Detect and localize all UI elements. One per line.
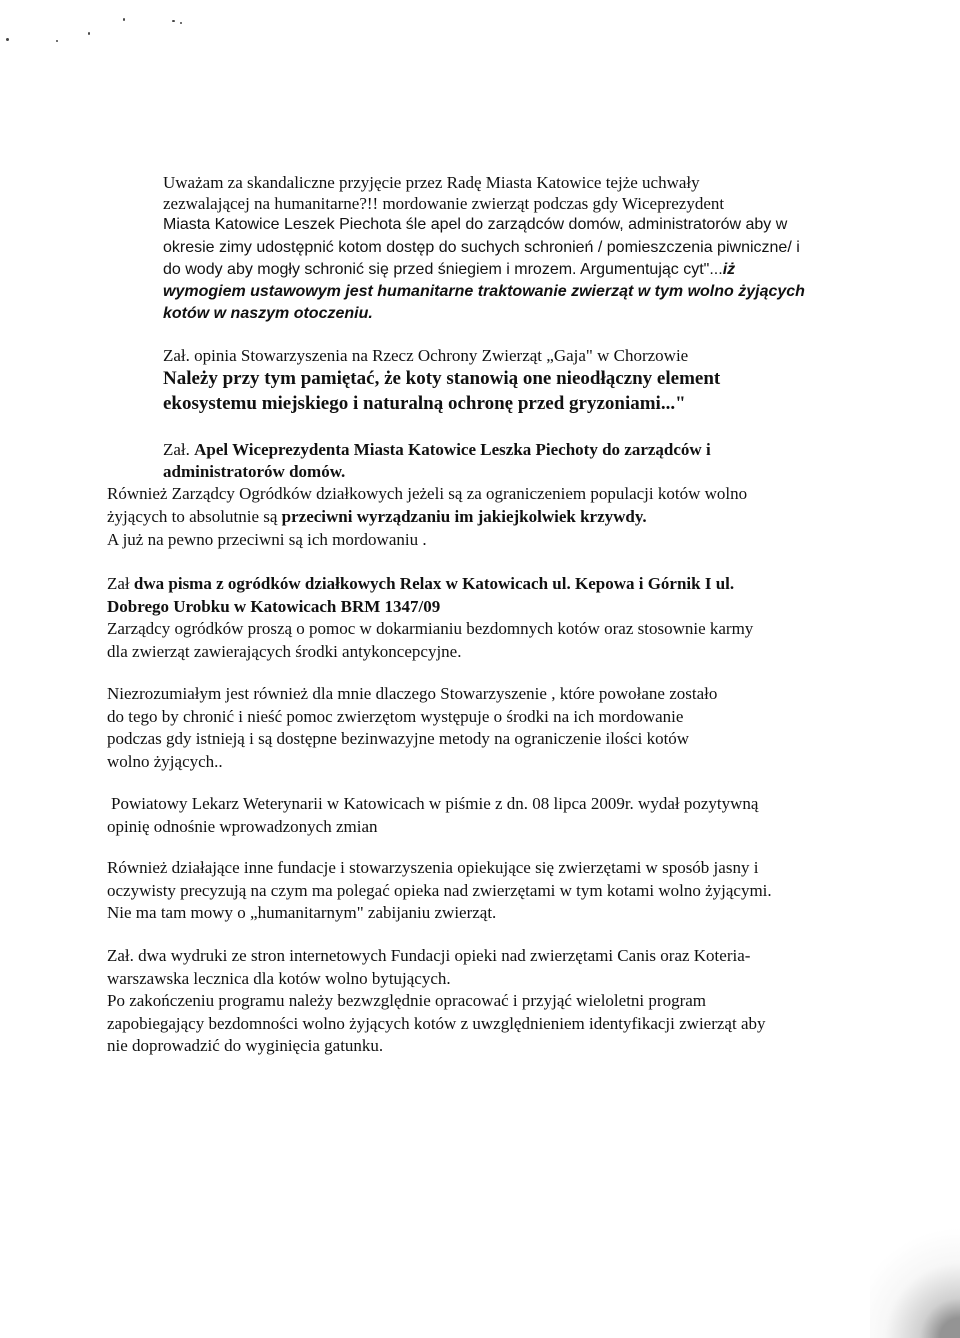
body-line: do tego by chronić i nieść pomoc zwierzętom występuje o środki na ich mordowanie bbox=[107, 707, 684, 726]
body-line: warszawska lecznica dla kotów wolno bytujących. bbox=[107, 969, 451, 988]
scan-speck bbox=[88, 32, 90, 35]
body-line: Uważam za skandaliczne przyjęcie przez Radę Miasta Katowice tejże uchwały bbox=[163, 173, 700, 192]
body-line: Niezrozumiałym jest również dla mnie dlaczego Stowarzyszenie , które powołane zostało bbox=[107, 684, 718, 703]
body-line: zapobiegający bezdomności wolno żyjących kotów z uwzględnieniem identyfikacji zwierząt aby bbox=[107, 1014, 766, 1033]
attachment-title: Apel Wiceprezydenta Miasta Katowice Leszka Piechoty do zarządców i bbox=[194, 440, 711, 459]
body-line bbox=[107, 507, 647, 527]
body-line: Również Zarządcy Ogródków działkowych jeżeli są za ograniczeniem populacji kotów wolno bbox=[107, 484, 748, 503]
quote-line: ekosystemu miejskiego i naturalną ochronę przed gryzoniami..." bbox=[163, 393, 686, 414]
body-text: żyjących to absolutnie są bbox=[107, 507, 278, 526]
scan-speck bbox=[123, 18, 125, 21]
scan-speck bbox=[56, 40, 58, 42]
body-line: Powiatowy Lekarz Weterynarii w Katowicach w piśmie z dn. 08 lipca 2009r. wydał pozytywną bbox=[111, 794, 759, 813]
attachment-line bbox=[163, 440, 711, 460]
attachment-line bbox=[107, 574, 734, 594]
attachment-line: Zał. opinia Stowarzyszenia na Rzecz Ochrony Zwierząt „Gaja" w Chorzowie bbox=[163, 346, 689, 365]
body-text: do wody aby mogły schronić się przed śniegiem i mrozem. Argumentując cyt"... bbox=[163, 261, 723, 278]
body-line: Zarządcy ogródków proszą o pomoc w dokarmianiu bezdomnych kotów oraz stosownie karmy bbox=[107, 619, 754, 638]
body-line: podczas gdy istnieją i są dostępne bezinwazyjne metody na ograniczenie ilości kotów bbox=[107, 729, 690, 748]
body-line: Nie ma tam mowy o „humanitarnym" zabijaniu zwierząt. bbox=[107, 903, 497, 922]
body-line: Miasta Katowice Leszek Piechota śle apel do zarządców domów, administratorów aby w bbox=[163, 216, 788, 233]
body-emphasis: przeciwni wyrządzaniu im jakiejkolwiek krzywdy. bbox=[281, 507, 647, 526]
body-line: okresie zimy udostępnić kotom dostęp do suchych schronień / pomieszczenia piwniczne/ i bbox=[163, 239, 800, 256]
scan-speck bbox=[172, 20, 175, 22]
quote-line: kotów w naszym otoczeniu. bbox=[163, 305, 373, 322]
body-line: opinię odnośnie wprowadzonych zmian bbox=[107, 817, 378, 836]
attachment-title: administratorów domów. bbox=[163, 462, 346, 481]
quote-line: Należy przy tym pamiętać, że koty stanowią one nieodłączny element bbox=[163, 368, 721, 389]
attachment-label: Zał bbox=[107, 574, 130, 593]
body-line: dla zwierząt zawierających środki antykoncepcyjne. bbox=[107, 642, 462, 661]
attachment-line: Zał. dwa wydruki ze stron internetowych Fundacji opieki nad zwierzętami Canis oraz Koteria- bbox=[107, 946, 751, 965]
attachment-title: Dobrego Urobku w Katowicach BRM 1347/09 bbox=[107, 597, 441, 616]
quote-emphasis: iż bbox=[722, 261, 736, 278]
body-line: nie doprowadzić do wyginięcia gatunku. bbox=[107, 1036, 384, 1055]
body-line: wolno żyjących.. bbox=[107, 752, 223, 771]
body-line: A już na pewno przeciwni są ich mordowaniu . bbox=[107, 530, 427, 549]
attachment-label: Zał. bbox=[163, 440, 190, 459]
body-line: zezwalającej na humanitarne?!! mordowanie zwierząt podczas gdy Wiceprezydent bbox=[163, 194, 725, 213]
body-line: Również działające inne fundacje i stowarzyszenia opiekujące się zwierzętami w sposób jasny i bbox=[107, 858, 759, 877]
scan-speck bbox=[180, 22, 182, 24]
scan-speck bbox=[6, 38, 9, 41]
body-line: oczywisty precyzują na czym ma polegać opieka nad zwierzętami w tym kotami wolno żyjącymi. bbox=[107, 881, 772, 900]
quote-line: wymogiem ustawowym jest humanitarne traktowanie zwierząt w tym wolno żyjących bbox=[163, 283, 805, 300]
body-line: Po zakończeniu programu należy bezwzględnie opracować i przyjąć wieloletni program bbox=[107, 991, 706, 1010]
scan-corner-shadow bbox=[870, 1178, 960, 1338]
body-line bbox=[163, 260, 735, 280]
attachment-title: dwa pisma z ogródków działkowych Relax w Katowicach ul. Kepowa i Górnik I ul. bbox=[133, 574, 735, 593]
